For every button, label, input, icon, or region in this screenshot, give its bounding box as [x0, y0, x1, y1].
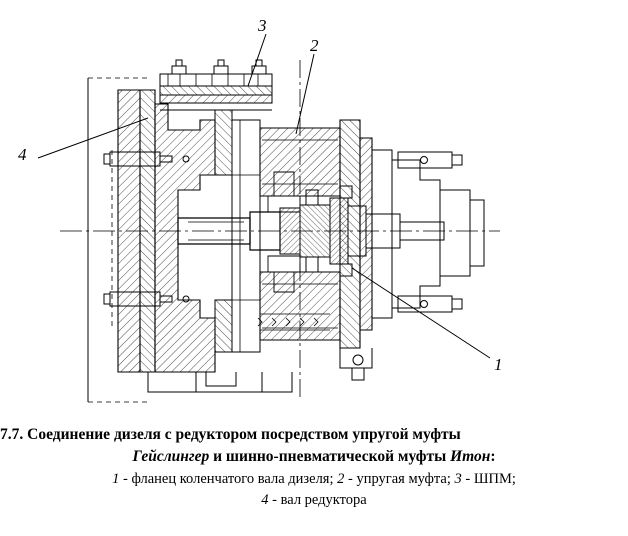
callout-label-2: 2 [310, 36, 319, 55]
callout-label-1: 1 [494, 355, 503, 374]
right-casing [340, 120, 484, 348]
legend-num-4: 4 [261, 491, 269, 508]
callout-label-4: 4 [18, 145, 27, 164]
drawing-body [38, 34, 500, 402]
legend-text-1: - фланец коленчатого вала дизеля; [119, 470, 338, 487]
caption-title-text: Соединение дизеля с редуктором посредством упругой муфты [27, 426, 461, 443]
figure-caption [0, 424, 628, 511]
caption-line-3 [0, 469, 628, 490]
legend-text-3: - ШПМ; [461, 470, 516, 487]
leader-3 [248, 34, 266, 86]
leader-1 [352, 268, 490, 358]
shpm-cover [160, 60, 272, 110]
legend-text-4: - вал редуктора [268, 491, 367, 508]
caption-line-1 [0, 424, 628, 446]
legend-num-3: 3 [454, 470, 462, 487]
caption-brand-geislinger: Гейслингер [132, 448, 210, 466]
leader-2 [296, 54, 314, 134]
caption-brand-eaton: Итон [450, 448, 491, 466]
legend-text-2: - упругая муфта; [344, 470, 455, 487]
callout-label-3: 3 [258, 16, 267, 35]
caption-line2-mid: и шинно-пневматической муфты [209, 448, 451, 466]
caption-line2-end: : [490, 448, 496, 466]
caption-line-4 [0, 490, 628, 511]
caption-figure-number: 7.7. [0, 426, 24, 443]
caption-line-2 [0, 446, 628, 468]
legend-num-1: 1 [112, 470, 120, 487]
legend-num-2: 2 [337, 470, 345, 487]
